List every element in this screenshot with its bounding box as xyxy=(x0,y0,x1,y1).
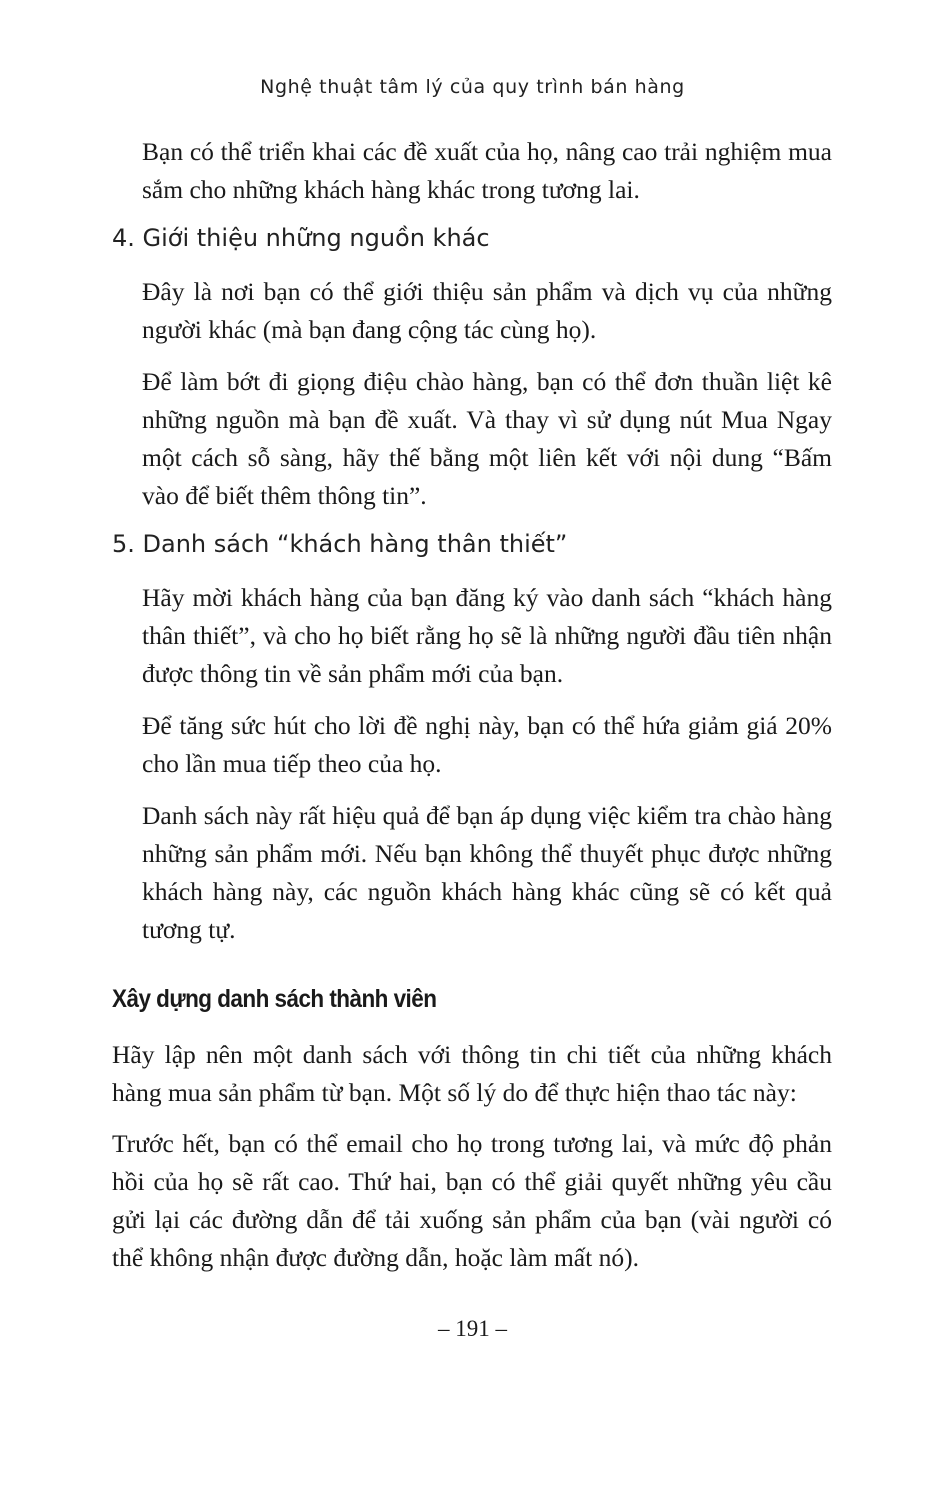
list-item-4-heading: 4. Giới thiệu những nguồn khác xyxy=(112,224,490,252)
running-header: Nghệ thuật tâm lý của quy trình bán hàng xyxy=(260,76,685,98)
section-paragraph-2: Trước hết, bạn có thể email cho họ trong tương lai, và mức độ phản hồi của họ sẽ rất cao. Thứ hai, bạn có thể giải quyết những yêu cầu gửi lại các đường dẫn để tải xuống sản phẩm của bạn (vài người có thể không nhận được đường dẫn, hoặc làm mất nó). xyxy=(112,1129,832,1272)
intro-paragraph: Bạn có thể triển khai các đề xuất của họ, nâng cao trải nghiệm mua sắm cho những khách hàng khác trong tương lai. xyxy=(142,137,832,204)
item-4-paragraph-2: Để làm bớt đi giọng điệu chào hàng, bạn có thể đơn thuần liệt kê những nguồn mà bạn đề xuất. Và thay vì sử dụng nút Mua Ngay một cách sỗ sàng, hãy thế bằng một liên kết với nội dung “Bấm vào để biết thêm thông tin”. xyxy=(142,367,832,510)
item-5-paragraph-3: Danh sách này rất hiệu quả để bạn áp dụng việc kiểm tra chào hàng những sản phẩm mới. Nếu bạn không thể thuyết phục được những khách hàng này, các nguồn khách hàng khác cũng sẽ có kết quả tương tự. xyxy=(142,801,832,944)
list-item-5-heading: 5. Danh sách “khách hàng thân thiết” xyxy=(112,530,568,558)
section-paragraph-1: Hãy lập nên một danh sách với thông tin chi tiết của những khách hàng mua sản phẩm từ bạn. Một số lý do để thực hiện thao tác này: xyxy=(112,1040,832,1107)
item-5-paragraph-2: Để tăng sức hút cho lời đề nghị này, bạn có thể hứa giảm giá 20% cho lần mua tiếp theo của họ. xyxy=(142,711,832,778)
item-4-paragraph-1: Đây là nơi bạn có thể giới thiệu sản phẩm và dịch vụ của những người khác (mà bạn đang cộng tác cùng họ). xyxy=(142,277,832,344)
item-5-paragraph-1: Hãy mời khách hàng của bạn đăng ký vào danh sách “khách hàng thân thiết”, và cho họ biết rằng họ sẽ là những người đầu tiên nhận được thông tin về sản phẩm mới của bạn. xyxy=(142,583,832,688)
page-number: – 191 – xyxy=(438,1316,507,1341)
section-heading: Xây dựng danh sách thành viên xyxy=(112,985,437,1013)
